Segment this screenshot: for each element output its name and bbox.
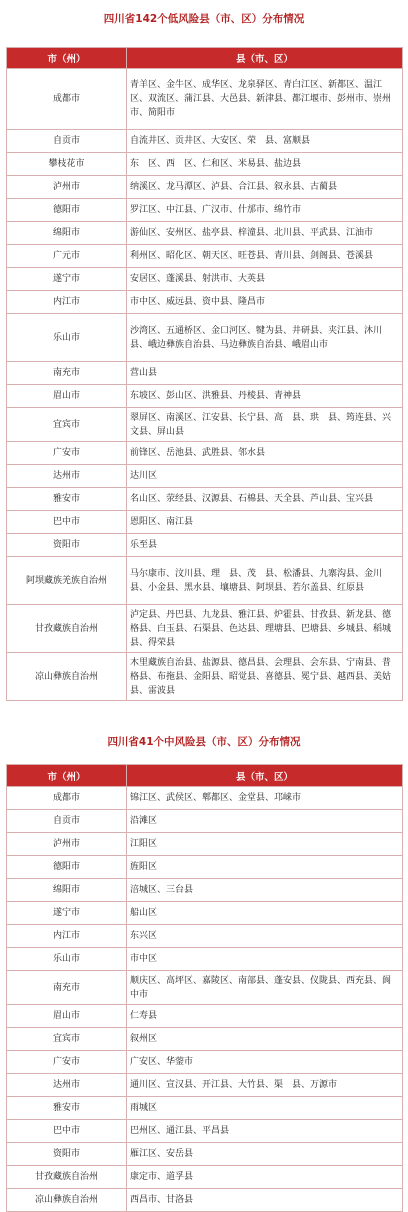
table-row [7,810,403,833]
city-cell: 巴中市 [7,1120,127,1143]
counties-cell: 游仙区、安州区、盐亭县、梓潼县、北川县、平武县、江油市 [127,222,403,245]
header-city: 市（州） [7,765,127,787]
city-cell: 宜宾市 [7,1028,127,1051]
table-row [7,1166,403,1189]
city-cell: 内江市 [7,291,127,314]
header-county: 县（市、区） [127,765,403,787]
table-row [7,653,403,701]
city-cell: 德阳市 [7,856,127,879]
table-row [7,488,403,511]
counties-cell: 自流井区、贡井区、大安区、荣 县、富顺县 [127,130,403,153]
header-county: 县（市、区） [127,48,403,69]
table-row [7,130,403,153]
counties-cell: 青羊区、金牛区、成华区、龙泉驿区、青白江区、新都区、温江区、双流区、蒲江县、大邑县、新津县、都江堰市、彭州市、崇州市、简阳市 [127,69,403,130]
counties-cell: 广安区、华蓥市 [127,1051,403,1074]
table-row [7,222,403,245]
table-row [7,1028,403,1051]
header-city: 市（州） [7,48,127,69]
counties-cell: 沿滩区 [127,810,403,833]
table-row [7,971,403,1005]
counties-cell: 通川区、宣汉县、开江县、大竹县、渠 县、万源市 [127,1074,403,1097]
counties-cell: 达川区 [127,465,403,488]
counties-cell: 船山区 [127,902,403,925]
counties-cell: 乐至县 [127,534,403,557]
city-cell: 自贡市 [7,810,127,833]
counties-cell: 锦江区、武侯区、郫都区、金堂县、邛崃市 [127,787,403,810]
city-cell: 资阳市 [7,1143,127,1166]
counties-cell: 顺庆区、高坪区、嘉陵区、南部县、蓬安县、仪陇县、西充县、阆中市 [127,971,403,1005]
city-cell: 遂宁市 [7,268,127,291]
counties-cell: 营山县 [127,362,403,385]
counties-cell: 涪城区、三台县 [127,879,403,902]
city-cell: 巴中市 [7,511,127,534]
city-cell: 绵阳市 [7,879,127,902]
city-cell: 绵阳市 [7,222,127,245]
counties-cell: 东坡区、彭山区、洪雅县、丹棱县、青神县 [127,385,403,408]
city-cell: 自贡市 [7,130,127,153]
counties-cell: 纳溪区、龙马潭区、泸县、合江县、叙永县、古蔺县 [127,176,403,199]
counties-cell: 罗江区、中江县、广汉市、什邡市、绵竹市 [127,199,403,222]
counties-cell: 前锋区、岳池县、武胜县、邻水县 [127,442,403,465]
table-row [7,1143,403,1166]
low-risk-table-title: 四川省142个低风险县（市、区）分布情况 [103,13,305,25]
city-cell: 广安市 [7,1051,127,1074]
table-row [7,1051,403,1074]
table-row [7,833,403,856]
counties-cell: 翠屏区、南溪区、江安县、长宁县、高 县、珙 县、筠连县、兴文县、屏山县 [127,408,403,442]
table-row [7,605,403,653]
city-cell: 阿坝藏族羌族自治州 [7,557,127,605]
table-row [7,69,403,130]
mid-risk-table [6,764,403,1212]
counties-cell: 东 区、西 区、仁和区、米易县、盐边县 [127,153,403,176]
city-cell: 成都市 [7,69,127,130]
table-row [7,902,403,925]
counties-cell: 西昌市、甘洛县 [127,1189,403,1212]
table-row [7,1074,403,1097]
table-header-row [7,48,403,69]
table-row [7,385,403,408]
city-cell: 攀枝花市 [7,153,127,176]
table-row [7,314,403,362]
city-cell: 成都市 [7,787,127,810]
counties-cell: 仁寿县 [127,1005,403,1028]
city-cell: 乐山市 [7,314,127,362]
table-header-row [7,765,403,787]
table-row [7,1189,403,1212]
counties-cell: 康定市、道孚县 [127,1166,403,1189]
table-row [7,291,403,314]
counties-cell: 雁江区、安岳县 [127,1143,403,1166]
city-cell: 乐山市 [7,948,127,971]
counties-cell: 叙州区 [127,1028,403,1051]
city-cell: 宜宾市 [7,408,127,442]
counties-cell: 市中区 [127,948,403,971]
table-row [7,362,403,385]
city-cell: 雅安市 [7,1097,127,1120]
city-cell: 德阳市 [7,199,127,222]
table-row [7,465,403,488]
table-row [7,1005,403,1028]
city-cell: 泸州市 [7,176,127,199]
city-cell: 南充市 [7,971,127,1005]
table-row [7,1097,403,1120]
counties-cell: 马尔康市、汶川县、理 县、茂 县、松潘县、九寨沟县、金川县、小金县、黑水县、壤塘县、阿坝县、若尔盖县、红原县 [127,557,403,605]
table-row [7,268,403,291]
table-row [7,879,403,902]
city-cell: 广元市 [7,245,127,268]
table-row [7,948,403,971]
low-risk-table [6,47,403,701]
city-cell: 达州市 [7,1074,127,1097]
city-cell: 广安市 [7,442,127,465]
city-cell: 达州市 [7,465,127,488]
counties-cell: 沙湾区、五通桥区、金口河区、犍为县、井研县、夹江县、沐川县、峨边彝族自治县、马边彝族自治县、峨眉山市 [127,314,403,362]
counties-cell: 东兴区 [127,925,403,948]
counties-cell: 利州区、昭化区、朝天区、旺苍县、青川县、剑阁县、苍溪县 [127,245,403,268]
counties-cell: 名山区、荥经县、汉源县、石棉县、天全县、芦山县、宝兴县 [127,488,403,511]
counties-cell: 恩阳区、南江县 [127,511,403,534]
table-row [7,1120,403,1143]
city-cell: 资阳市 [7,534,127,557]
table-row [7,199,403,222]
city-cell: 眉山市 [7,385,127,408]
city-cell: 甘孜藏族自治州 [7,1166,127,1189]
counties-cell: 雨城区 [127,1097,403,1120]
city-cell: 凉山彝族自治州 [7,653,127,701]
city-cell: 泸州市 [7,833,127,856]
table-row [7,787,403,810]
table-row [7,176,403,199]
city-cell: 甘孜藏族自治州 [7,605,127,653]
city-cell: 眉山市 [7,1005,127,1028]
counties-cell: 江阳区 [127,833,403,856]
counties-cell: 市中区、威远县、资中县、隆昌市 [127,291,403,314]
mid-risk-table-title: 四川省41个中风险县（市、区）分布情况 [107,736,301,748]
city-cell: 凉山彝族自治州 [7,1189,127,1212]
counties-cell: 旌阳区 [127,856,403,879]
table-row [7,925,403,948]
table-row [7,245,403,268]
city-cell: 内江市 [7,925,127,948]
table-row [7,442,403,465]
city-cell: 遂宁市 [7,902,127,925]
table-row [7,408,403,442]
city-cell: 南充市 [7,362,127,385]
counties-cell: 木里藏族自治县、盐源县、德昌县、会理县、会东县、宁南县、普格县、布拖县、金阳县、昭觉县、喜德县、冕宁县、越西县、美姑县、雷波县 [127,653,403,701]
counties-cell: 安居区、蓬溪县、射洪市、大英县 [127,268,403,291]
counties-cell: 泸定县、丹巴县、九龙县、雅江县、炉霍县、甘孜县、新龙县、德格县、白玉县、石渠县、色达县、理塘县、巴塘县、乡城县、稻城县、得荣县 [127,605,403,653]
table-row [7,534,403,557]
city-cell: 雅安市 [7,488,127,511]
table-row [7,153,403,176]
table-row [7,511,403,534]
table-row [7,856,403,879]
table-row [7,557,403,605]
counties-cell: 巴州区、通江县、平昌县 [127,1120,403,1143]
